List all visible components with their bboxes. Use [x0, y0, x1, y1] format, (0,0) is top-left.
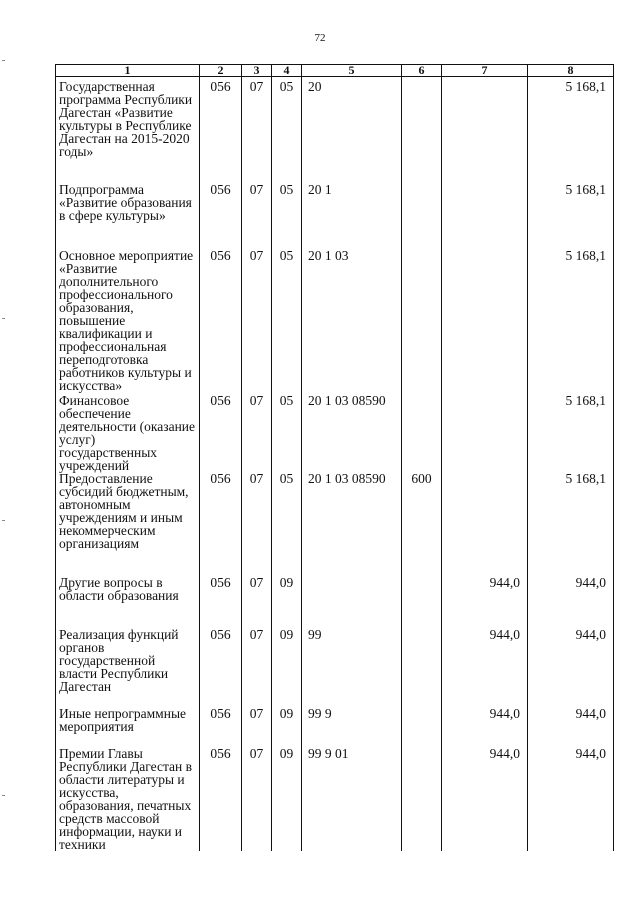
scan-margin-mark: [2, 60, 5, 61]
table-row: [56, 183, 614, 249]
section-code: 07: [242, 249, 272, 394]
amount-col8: 944,0: [528, 628, 614, 707]
table-row: [56, 576, 614, 628]
subsection-code: 05: [272, 394, 302, 472]
subsection-code: 05: [272, 183, 302, 249]
section-code: 07: [242, 77, 272, 184]
expense-type-code: 600: [402, 472, 442, 576]
amount-col8: 5 168,1: [528, 472, 614, 576]
target-article-code: 99 9 01: [302, 747, 402, 851]
item-name: Основное мероприятие «Развитие дополнительного профессионального образования, повышение квалификации и профессиональная переподготовка работников культуры и искусства»: [56, 249, 200, 394]
amount-col8: 5 168,1: [528, 394, 614, 472]
amount-col8: 944,0: [528, 576, 614, 628]
column-header: 2: [200, 65, 242, 77]
amount-col8: 944,0: [528, 707, 614, 747]
column-header: 1: [56, 65, 200, 77]
target-article-code: 20 1 03: [302, 249, 402, 394]
section-code: 07: [242, 576, 272, 628]
section-code: 07: [242, 707, 272, 747]
amount-col7: [442, 77, 528, 184]
item-name: Реализация функций органов государственной власти Республики Дагестан: [56, 628, 200, 707]
subsection-code: 09: [272, 576, 302, 628]
item-name: Государственная программа Республики Дагестан «Развитие культуры в Республике Дагестан на 2015-2020 годы»: [56, 77, 200, 184]
column-header: 5: [302, 65, 402, 77]
amount-col8: 5 168,1: [528, 77, 614, 184]
amount-col8: 944,0: [528, 747, 614, 851]
table-row: [56, 747, 614, 851]
ministry-code: 056: [200, 707, 242, 747]
target-article-code: [302, 576, 402, 628]
table-row: [56, 249, 614, 394]
subsection-code: 09: [272, 628, 302, 707]
amount-col7: [442, 249, 528, 394]
ministry-code: 056: [200, 628, 242, 707]
column-header: 3: [242, 65, 272, 77]
subsection-code: 05: [272, 249, 302, 394]
ministry-code: 056: [200, 249, 242, 394]
expense-type-code: [402, 628, 442, 707]
ministry-code: 056: [200, 77, 242, 184]
amount-col8: 5 168,1: [528, 249, 614, 394]
ministry-code: 056: [200, 747, 242, 851]
subsection-code: 05: [272, 472, 302, 576]
item-name: Финансовое обеспечение деятельности (оказание услуг) государственных учреждений: [56, 394, 200, 472]
amount-col7: [442, 183, 528, 249]
section-code: 07: [242, 472, 272, 576]
item-name: Предоставление субсидий бюджетным, автономным учреждениям и иным некоммерческим организациям: [56, 472, 200, 576]
subsection-code: 05: [272, 77, 302, 184]
item-name: Иные непрограммные мероприятия: [56, 707, 200, 747]
table-row: [56, 472, 614, 576]
expense-type-code: [402, 747, 442, 851]
target-article-code: 20 1 03 08590: [302, 394, 402, 472]
table-row: [56, 707, 614, 747]
item-name: Другие вопросы в области образования: [56, 576, 200, 628]
expense-type-code: [402, 249, 442, 394]
section-code: 07: [242, 183, 272, 249]
expense-type-code: [402, 576, 442, 628]
section-code: 07: [242, 747, 272, 851]
column-header: 7: [442, 65, 528, 77]
target-article-code: 20: [302, 77, 402, 184]
amount-col7: [442, 394, 528, 472]
scan-margin-mark: [2, 520, 5, 521]
table-row: [56, 394, 614, 472]
scan-margin-mark: [2, 318, 5, 319]
ministry-code: 056: [200, 472, 242, 576]
ministry-code: 056: [200, 576, 242, 628]
amount-col7: 944,0: [442, 628, 528, 707]
amount-col7: [442, 472, 528, 576]
budget-table: [55, 64, 614, 851]
target-article-code: 20 1 03 08590: [302, 472, 402, 576]
column-header: 6: [402, 65, 442, 77]
ministry-code: 056: [200, 183, 242, 249]
section-code: 07: [242, 628, 272, 707]
subsection-code: 09: [272, 707, 302, 747]
target-article-code: 20 1: [302, 183, 402, 249]
item-name: Премии Главы Республики Дагестан в области литературы и искусства, образования, печатных средств массовой информации, науки и техники: [56, 747, 200, 851]
table-row: [56, 628, 614, 707]
scan-margin-mark: [2, 795, 5, 796]
section-code: 07: [242, 394, 272, 472]
amount-col7: 944,0: [442, 747, 528, 851]
column-header: 4: [272, 65, 302, 77]
amount-col7: 944,0: [442, 707, 528, 747]
page-number: 72: [314, 32, 326, 44]
target-article-code: 99: [302, 628, 402, 707]
expense-type-code: [402, 77, 442, 184]
expense-type-code: [402, 394, 442, 472]
ministry-code: 056: [200, 394, 242, 472]
subsection-code: 09: [272, 747, 302, 851]
amount-col8: 5 168,1: [528, 183, 614, 249]
amount-col7: 944,0: [442, 576, 528, 628]
expense-type-code: [402, 707, 442, 747]
item-name: Подпрограмма «Развитие образования в сфере культуры»: [56, 183, 200, 249]
column-header: 8: [528, 65, 614, 77]
expense-type-code: [402, 183, 442, 249]
table-header-row: [56, 65, 614, 77]
table-row: [56, 77, 614, 184]
target-article-code: 99 9: [302, 707, 402, 747]
